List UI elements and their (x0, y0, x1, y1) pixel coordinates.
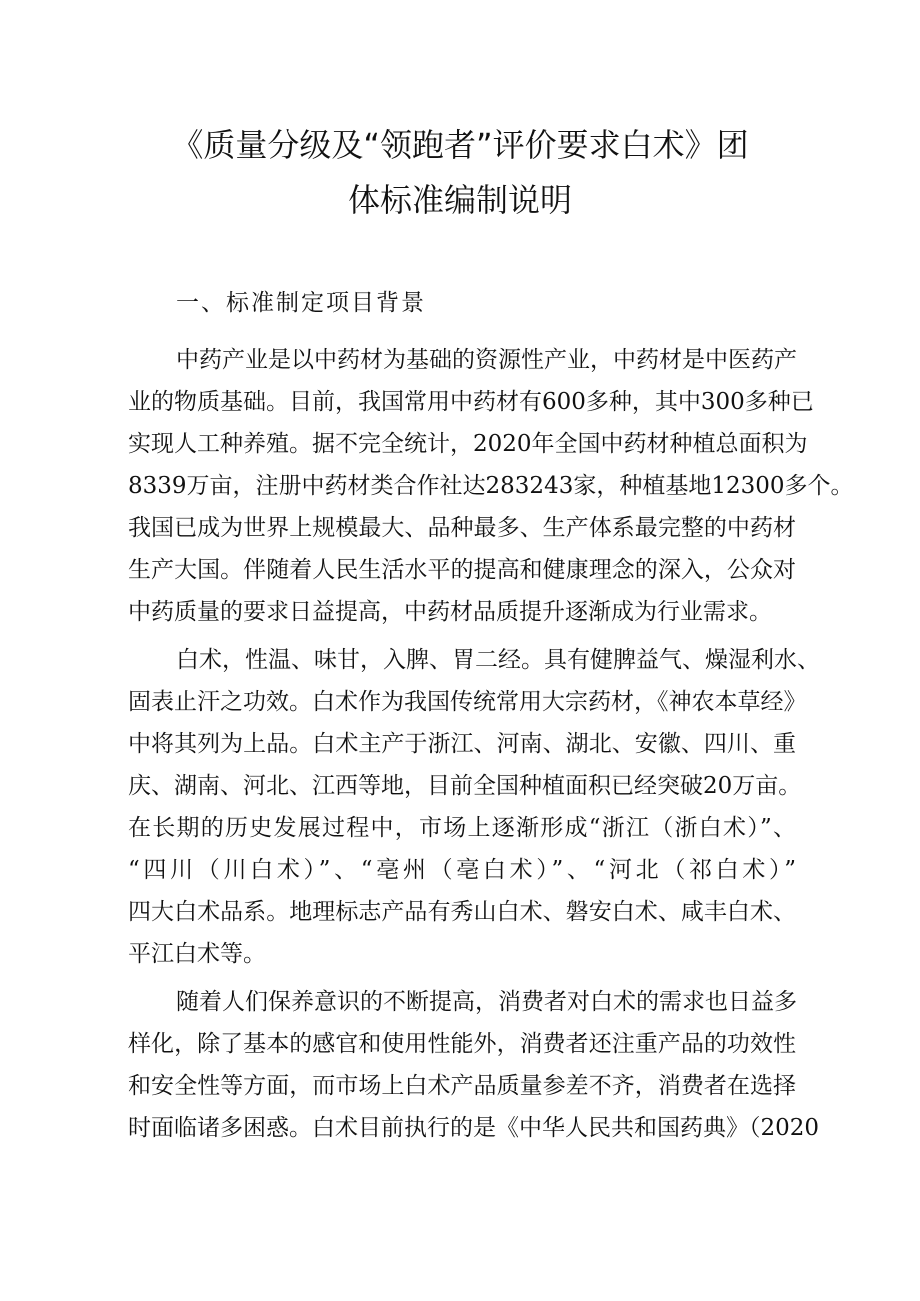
paragraph-line: 庆、湖南、河北、江西等地，目前全国种植面积已经突破20万亩。 (128, 773, 802, 799)
paragraph-line: 8339万亩，注册中药材类合作社达283243家，种植基地12300多个。 (128, 473, 854, 499)
paragraph-line: 白术，性温、味甘，入脾、胃二经。具有健脾益气、燥湿利水、 (176, 647, 820, 673)
document-title-line-2: 体标准编制说明 (347, 181, 572, 219)
paragraph-line: 中将其列为上品。白术主产于浙江、河南、湖北、安徽、四川、重 (128, 731, 796, 757)
paragraph-line: 固表止汗之功效。白术作为我国传统常用大宗药材，《神农本草经》 (128, 689, 807, 715)
paragraph-line: 在长期的历史发展过程中，市场上逐渐形成“浙江（浙白术）”、 (128, 815, 796, 841)
section-heading: 一、标准制定项目背景 (176, 290, 426, 316)
paragraph-line: 业的物质基础。目前，我国常用中药材有600多种，其中300多种已 (128, 389, 814, 415)
paragraph-line: 中药产业是以中药材为基础的资源性产业，中药材是中医药产 (176, 347, 797, 373)
paragraph-line: “四川（川白术）”、“亳州（亳白术）”、“河北（祁白术）” (128, 857, 796, 883)
paragraph-line: 四大白术品系。地理标志产品有秀山白术、磐安白术、咸丰白术、 (128, 899, 796, 925)
paragraph-line: 样化，除了基本的感官和使用性能外，消费者还注重产品的功效性 (128, 1031, 796, 1057)
paragraph-line: 随着人们保养意识的不断提高，消费者对白术的需求也日益多 (176, 989, 797, 1015)
paragraph-line: 实现人工种养殖。据不完全统计，2020年全国中药材种植总面积为 (128, 431, 808, 457)
document-title-line-1: 《质量分级及“领跑者”评价要求白术》团 (171, 126, 749, 164)
paragraph-line: 我国已成为世界上规模最大、品种最多、生产体系最完整的中药材 (128, 515, 796, 541)
paragraph-line: 平江白术等。 (128, 941, 266, 967)
paragraph-line: 生产大国。伴随着人民生活水平的提高和健康理念的深入，公众对 (128, 557, 796, 583)
paragraph-line: 中药质量的要求日益提高，中药材品质提升逐渐成为行业需求。 (128, 599, 772, 625)
paragraph-line: 和安全性等方面，而市场上白术产品质量参差不齐，消费者在选择 (128, 1073, 796, 1099)
paragraph-line: 时面临诸多困惑。白术目前执行的是《中华人民共和国药典》（2020 (128, 1115, 820, 1141)
